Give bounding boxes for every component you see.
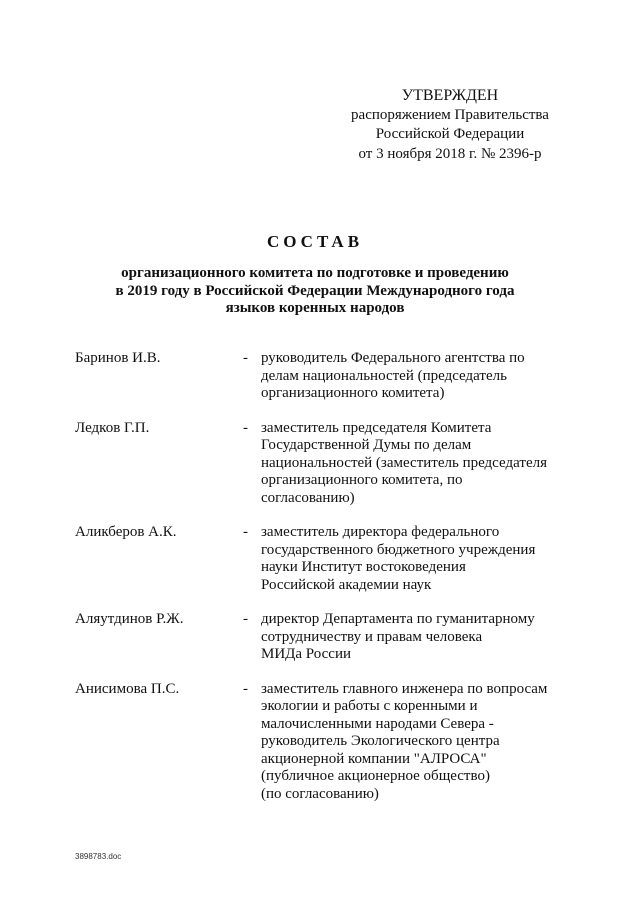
member-role-line: сотрудничеству и правам человека: [261, 628, 483, 645]
subtitle-line: языков коренных народов: [225, 300, 405, 316]
approval-stamp: [330, 86, 570, 164]
member-role: [261, 524, 561, 594]
member-role-line: акционерной компании "АЛРОСА": [261, 750, 487, 767]
member-name: Баринов И.В.: [75, 350, 161, 366]
member-role-line: (публичное акционерное общество): [261, 768, 490, 784]
member-role-line: директор Департамента по гуманитарному: [261, 611, 535, 627]
member-role-line: заместитель директора федерального: [261, 524, 500, 540]
document-subtitle: [60, 265, 570, 318]
member-role-line: государственного бюджетного учреждения: [261, 541, 536, 558]
member-role-line: национальностей (заместитель председателя: [261, 454, 547, 471]
member-role-line: организационного комитета, по: [261, 472, 463, 488]
member-role-line: Государственной Думы по делам: [261, 437, 472, 453]
member-role-line: заместитель главного инженера по вопросам: [261, 680, 548, 697]
member-dash: -: [243, 419, 248, 436]
approval-heading: УТВЕРЖДЕН: [401, 87, 499, 104]
member-role: [261, 350, 561, 403]
member-role-line: МИДа России: [261, 646, 352, 662]
approval-line: распоряжением Правительства: [351, 106, 549, 123]
member-role-line: заместитель председателя Комитета: [261, 419, 492, 436]
member-dash: -: [243, 350, 248, 366]
member-dash: -: [243, 524, 248, 540]
member-row: [75, 420, 575, 508]
document-file-code: 3898783.doc: [75, 852, 122, 861]
approval-line: Российской Федерации: [375, 126, 525, 142]
member-role-line: Российской академии наук: [261, 576, 432, 593]
member-role: [261, 611, 561, 664]
member-dash: -: [243, 611, 248, 627]
approval-date-line: от 3 ноября 2018 г. № 2396-р: [358, 145, 542, 162]
member-role-line: руководитель Экологического центра: [261, 733, 500, 749]
member-role-line: (по согласованию): [261, 785, 379, 802]
member-role-line: делам национальностей (председатель: [261, 367, 507, 384]
member-name: Аликберов А.К.: [75, 524, 177, 540]
member-name: Анисимова П.С.: [75, 680, 180, 697]
member-row: [75, 350, 575, 403]
member-row: [75, 524, 575, 594]
member-list: [75, 350, 575, 820]
member-name: Аляутдинов Р.Ж.: [75, 611, 184, 627]
member-row: [75, 611, 575, 664]
member-name: Ледков Г.П.: [75, 419, 150, 436]
member-role-line: экологии и работы с коренными и: [261, 698, 478, 714]
subtitle-line: организационного комитета по подготовке и проведению: [121, 265, 509, 281]
document-title-block: [60, 232, 570, 318]
member-role-line: согласованию): [261, 489, 355, 506]
member-role-line: организационного комитета): [261, 385, 445, 401]
document-title: СОСТАВ: [266, 232, 364, 251]
member-row: [75, 681, 575, 804]
member-role-line: малочисленными народами Севера -: [261, 715, 494, 732]
member-role: [261, 420, 561, 508]
member-role-line: науки Институт востоковедения: [261, 559, 466, 575]
member-role-line: руководитель Федерального агентства по: [261, 350, 525, 366]
subtitle-line: в 2019 году в Российской Федерации Международного года: [115, 282, 515, 299]
member-role: [261, 681, 561, 804]
member-dash: -: [243, 680, 248, 697]
